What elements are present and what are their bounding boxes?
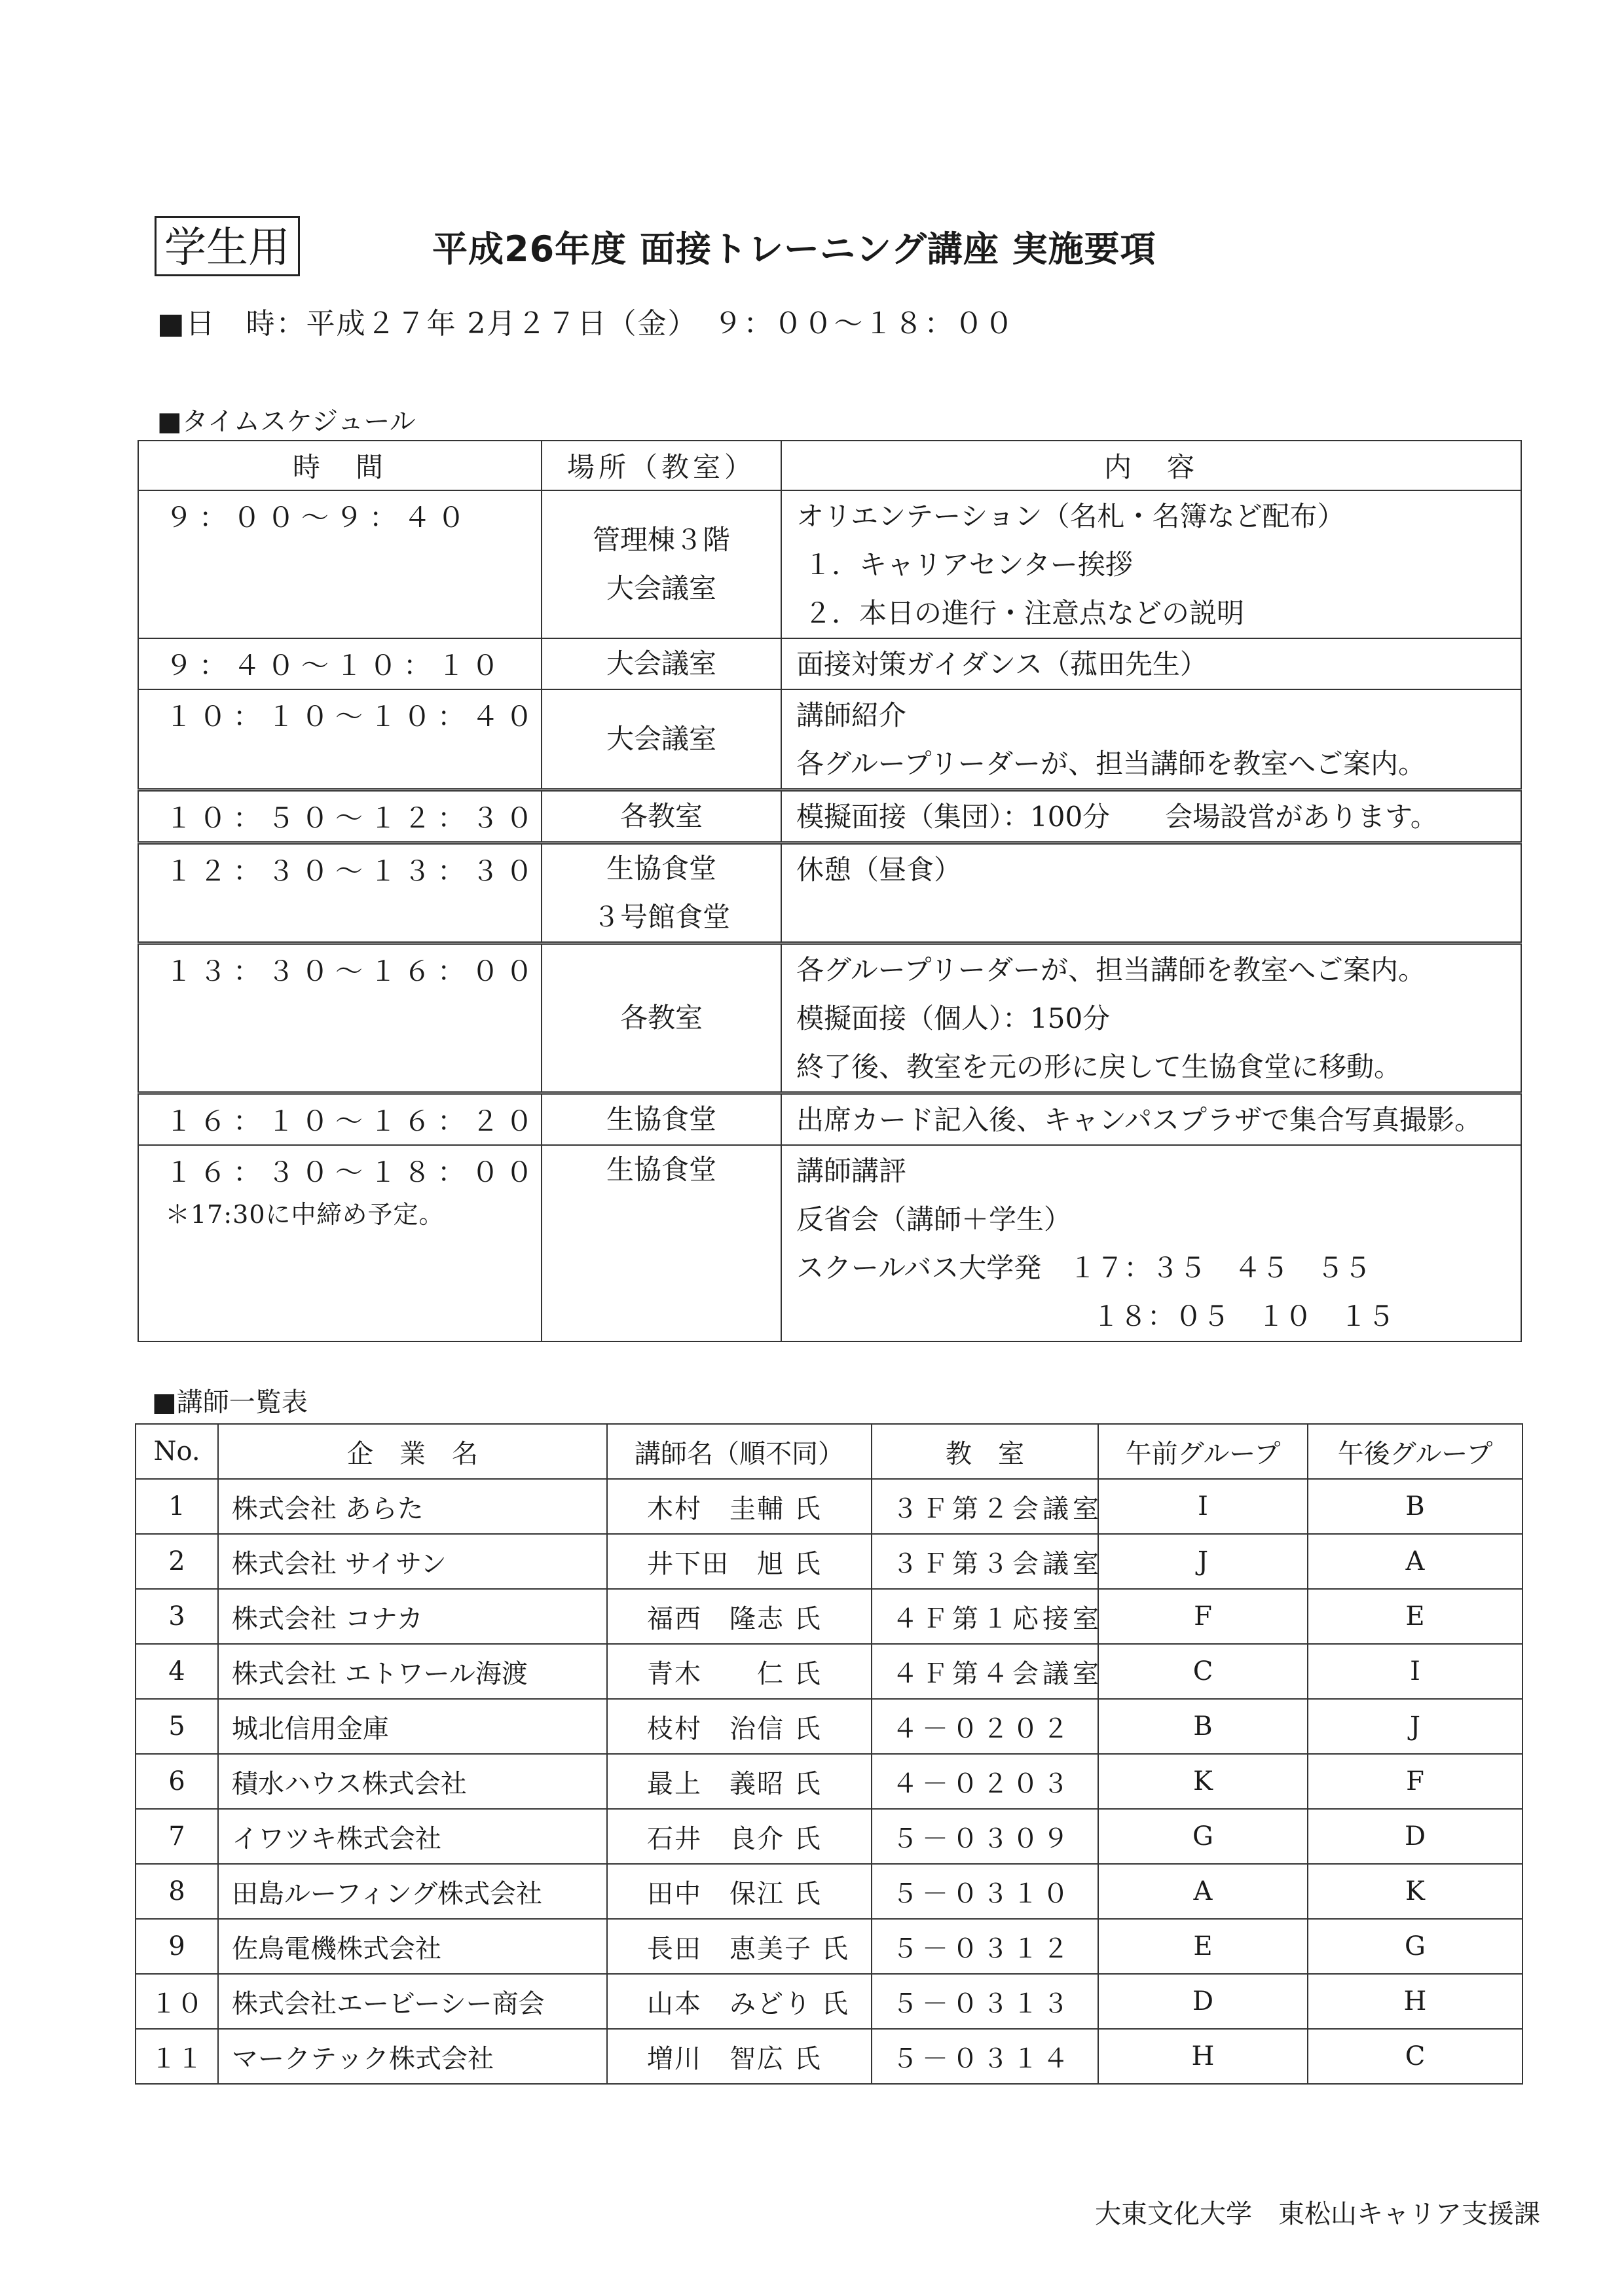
- time-value: １６：３０～１８：００: [165, 1156, 540, 1188]
- lecturer-name: 増川 智広 氏: [607, 2029, 872, 2084]
- content-line: 模擬面接（集団）：100分 会場設営があります。: [796, 801, 1438, 833]
- company-name: 株式会社 エトワール海渡: [218, 1644, 607, 1699]
- company-name: 株式会社 サイサン: [218, 1534, 607, 1589]
- lecturer-name: 枝村 治信 氏: [607, 1699, 872, 1754]
- pm-group: C: [1308, 2029, 1522, 2084]
- room: ５－０３１３: [872, 1974, 1098, 2029]
- schedule-row: [138, 1093, 1521, 1146]
- page-title: 平成26年度 面接トレーニング講座 実施要項: [432, 228, 1156, 270]
- pm-group: E: [1308, 1589, 1522, 1644]
- table-row: [136, 1644, 1522, 1699]
- schedule-table: [138, 440, 1522, 1342]
- content-line: 出席カード記入後、キャンパスプラザで集合写真撮影。: [796, 1104, 1483, 1136]
- company-name: 佐鳥電機株式会社: [218, 1919, 607, 1974]
- lecturer-section-title: ■講師一覧表: [152, 1387, 308, 1417]
- schedule-row: [138, 843, 1521, 943]
- content-line: 各グループリーダーが、担当講師を教室へご案内。: [796, 954, 1426, 986]
- schedule-place: [542, 1145, 781, 1341]
- am-group: E: [1098, 1919, 1308, 1974]
- lecturer-name: 福西 隆志 氏: [607, 1589, 872, 1644]
- col-no: No.: [136, 1424, 218, 1479]
- table-row: [136, 1699, 1522, 1754]
- time-note: ＊17:30に中締め予定。: [165, 1200, 445, 1229]
- lecturer-name: 山本 みどり 氏: [607, 1974, 872, 2029]
- row-no: １１: [136, 2029, 218, 2084]
- row-no: 7: [136, 1809, 218, 1864]
- schedule-content: [781, 1145, 1521, 1341]
- date-line: ■日 時：平成２７年 2月２７日（金） ９：００～１８：００: [157, 307, 1015, 340]
- schedule-row: [138, 1145, 1521, 1341]
- schedule-row: [138, 490, 1521, 638]
- table-row: [136, 1534, 1522, 1589]
- company-name: 城北信用金庫: [218, 1699, 607, 1754]
- table-row: [136, 1479, 1522, 1534]
- content-line: オリエンテーション（名札・名簿など配布）: [796, 500, 1345, 532]
- table-row: [136, 1919, 1522, 1974]
- company-name: 株式会社エービーシー商会: [218, 1974, 607, 2029]
- pm-group: D: [1308, 1809, 1522, 1864]
- schedule-time: ９：００～９：４０: [138, 490, 542, 638]
- row-no: 6: [136, 1754, 218, 1809]
- table-row: [136, 1754, 1522, 1809]
- room: ３Ｆ第２会議室: [872, 1479, 1098, 1534]
- table-row: [136, 1809, 1522, 1864]
- content-line: 反省会（講師＋学生）: [796, 1203, 1072, 1235]
- schedule-place: [542, 1093, 781, 1146]
- room: ５－０３１０: [872, 1864, 1098, 1919]
- room: ５－０３１２: [872, 1919, 1098, 1974]
- pm-group: J: [1308, 1699, 1522, 1754]
- row-no: １０: [136, 1974, 218, 2029]
- place-line: 大会議室: [606, 723, 716, 755]
- bus-times-line: スクールバス大学発 １７：３５ ４５ ５５: [796, 1252, 1372, 1284]
- pm-group: B: [1308, 1479, 1522, 1534]
- row-no: 1: [136, 1479, 218, 1534]
- schedule-time: １２：３０～１３：３０: [138, 843, 542, 943]
- content-line: ２．本日の進行・注意点などの説明: [804, 597, 1245, 629]
- place-line: ３号館食堂: [592, 901, 730, 933]
- schedule-row: [138, 790, 1521, 843]
- content-line: １．キャリアセンター挨拶: [804, 549, 1133, 581]
- company-name: マークテック株式会社: [218, 2029, 607, 2084]
- row-no: 2: [136, 1534, 218, 1589]
- pm-group: I: [1308, 1644, 1522, 1699]
- pm-group: A: [1308, 1534, 1522, 1589]
- schedule-header-row: [138, 441, 1521, 490]
- room: ４Ｆ第４会議室: [872, 1644, 1098, 1699]
- row-no: 3: [136, 1589, 218, 1644]
- content-line: 講師紹介: [796, 699, 907, 731]
- company-name: 株式会社 コナカ: [218, 1589, 607, 1644]
- schedule-time: [138, 1145, 542, 1341]
- am-group: K: [1098, 1754, 1308, 1809]
- room: ５－０３０９: [872, 1809, 1098, 1864]
- am-group: H: [1098, 2029, 1308, 2084]
- lecturer-table: [135, 1423, 1523, 2085]
- am-group: F: [1098, 1589, 1308, 1644]
- schedule-row: [138, 943, 1521, 1093]
- table-row: [136, 1864, 1522, 1919]
- schedule-time: １３：３０～１６：００: [138, 943, 542, 1093]
- schedule-section-title: ■タイムスケジュール: [157, 407, 416, 437]
- content-line: 各グループリーダーが、担当講師を教室へご案内。: [796, 748, 1426, 780]
- company-name: イワツキ株式会社: [218, 1809, 607, 1864]
- schedule-time: １０：１０～１０：４０: [138, 689, 542, 790]
- col-place: 場所（教室）: [542, 441, 781, 490]
- lecturer-name: 木村 圭輔 氏: [607, 1479, 872, 1534]
- col-company: 企 業 名: [218, 1424, 607, 1479]
- company-name: 田島ルーフィング株式会社: [218, 1864, 607, 1919]
- col-time: 時 間: [138, 441, 542, 490]
- schedule-place: [542, 490, 781, 638]
- am-group: A: [1098, 1864, 1308, 1919]
- lecturer-name: 長田 恵美子 氏: [607, 1919, 872, 1974]
- table-row: [136, 1974, 1522, 2029]
- schedule-time: ９：４０～１０：１０: [138, 638, 542, 689]
- schedule-row: [138, 638, 1521, 689]
- schedule-time: １６：１０～１６：２０: [138, 1093, 542, 1146]
- row-no: 8: [136, 1864, 218, 1919]
- schedule-content: [781, 843, 1521, 943]
- place-line: 各教室: [619, 1002, 703, 1034]
- room: ３Ｆ第３会議室: [872, 1534, 1098, 1589]
- schedule-content: [781, 638, 1521, 689]
- schedule-time: １０：５０～１２：３０: [138, 790, 542, 843]
- schedule-content: [781, 490, 1521, 638]
- place-line: 大会議室: [606, 572, 716, 604]
- schedule-content: [781, 790, 1521, 843]
- col-pm-group: 午後グループ: [1308, 1424, 1522, 1479]
- student-badge: 学生用: [155, 216, 300, 276]
- am-group: G: [1098, 1809, 1308, 1864]
- place-line: 各教室: [619, 800, 703, 832]
- place-line: 生協食堂: [606, 852, 716, 884]
- place-line: 生協食堂: [606, 1154, 716, 1186]
- pm-group: K: [1308, 1864, 1522, 1919]
- table-row: [136, 2029, 1522, 2084]
- lecturer-name: 石井 良介 氏: [607, 1809, 872, 1864]
- company-name: 積水ハウス株式会社: [218, 1754, 607, 1809]
- room: ５－０３１４: [872, 2029, 1098, 2084]
- schedule-row: [138, 689, 1521, 790]
- am-group: J: [1098, 1534, 1308, 1589]
- schedule-place: [542, 790, 781, 843]
- schedule-place: [542, 638, 781, 689]
- col-content: 内 容: [781, 441, 1521, 490]
- schedule-place: [542, 843, 781, 943]
- schedule-content: [781, 943, 1521, 1093]
- am-group: I: [1098, 1479, 1308, 1534]
- place-line: 管理棟３階: [592, 524, 730, 556]
- lecturer-header-row: [136, 1424, 1522, 1479]
- company-name: 株式会社 あらた: [218, 1479, 607, 1534]
- lecturer-name: 最上 義昭 氏: [607, 1754, 872, 1809]
- row-no: 4: [136, 1644, 218, 1699]
- lecturer-name: 青木 仁 氏: [607, 1644, 872, 1699]
- content-line: 面接対策ガイダンス（菰田先生）: [796, 648, 1208, 680]
- content-line: 休憩（昼食）: [796, 854, 962, 886]
- am-group: D: [1098, 1974, 1308, 2029]
- am-group: C: [1098, 1644, 1308, 1699]
- room: ４－０２０２: [872, 1699, 1098, 1754]
- bus-times-line: １８：０５ １０ １５: [1092, 1300, 1395, 1332]
- content-line: 終了後、教室を元の形に戻して生協食堂に移動。: [796, 1051, 1402, 1083]
- footer-organization: 大東文化大学 東松山キャリア支援課: [1095, 2199, 1540, 2229]
- room: ４Ｆ第１応接室: [872, 1589, 1098, 1644]
- pm-group: F: [1308, 1754, 1522, 1809]
- col-am-group: 午前グループ: [1098, 1424, 1308, 1479]
- schedule-place: [542, 943, 781, 1093]
- content-line: 模擬面接（個人）：150分: [796, 1002, 1111, 1034]
- row-no: 9: [136, 1919, 218, 1974]
- pm-group: G: [1308, 1919, 1522, 1974]
- pm-group: H: [1308, 1974, 1522, 2029]
- col-lecturer: 講師名（順不同）: [607, 1424, 872, 1479]
- am-group: B: [1098, 1699, 1308, 1754]
- col-room: 教 室: [872, 1424, 1098, 1479]
- lecturer-name: 田中 保江 氏: [607, 1864, 872, 1919]
- schedule-content: [781, 1093, 1521, 1146]
- content-line: 講師講評: [796, 1155, 907, 1187]
- place-line: 大会議室: [606, 647, 716, 680]
- room: ４－０２０３: [872, 1754, 1098, 1809]
- schedule-place: [542, 689, 781, 790]
- place-line: 生協食堂: [606, 1103, 716, 1135]
- row-no: 5: [136, 1699, 218, 1754]
- schedule-content: [781, 689, 1521, 790]
- lecturer-name: 井下田 旭 氏: [607, 1534, 872, 1589]
- table-row: [136, 1589, 1522, 1644]
